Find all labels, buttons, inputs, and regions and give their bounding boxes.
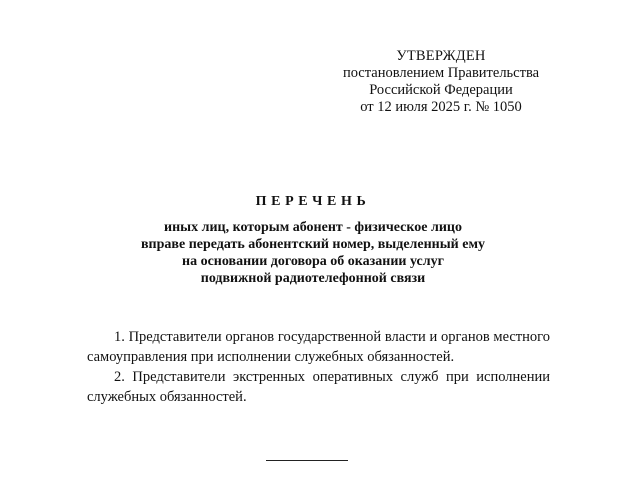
end-divider [266, 460, 348, 461]
document-body [87, 327, 550, 407]
approval-title: УТВЕРЖДЕН [396, 48, 486, 64]
subtitle-line: вправе передать абонентский номер, выделенный ему [141, 237, 485, 252]
subtitle-line: на основании договора об оказании услуг [182, 254, 444, 269]
approval-line-date: от 12 июля 2025 г. № 1050 [360, 99, 522, 115]
list-item: 1. Представители органов государственной власти и органов местного самоуправления при исполнении служебных обязанностей. [87, 329, 550, 365]
document-title: ПЕРЕЧЕНЬ [255, 194, 371, 209]
list-item: 2. Представители экстренных оперативных служб при исполнении служебных обязанностей. [87, 369, 550, 405]
subtitle-line: подвижной радиотелефонной связи [200, 271, 426, 286]
approval-line-government: Российской Федерации [369, 82, 513, 98]
approval-line-resolution: постановлением Правительства [342, 65, 540, 81]
approval-stamp [330, 48, 552, 116]
subtitle-line: иных лиц, которым абонент - физическое лицо [164, 220, 462, 235]
document-subtitle [100, 219, 526, 287]
